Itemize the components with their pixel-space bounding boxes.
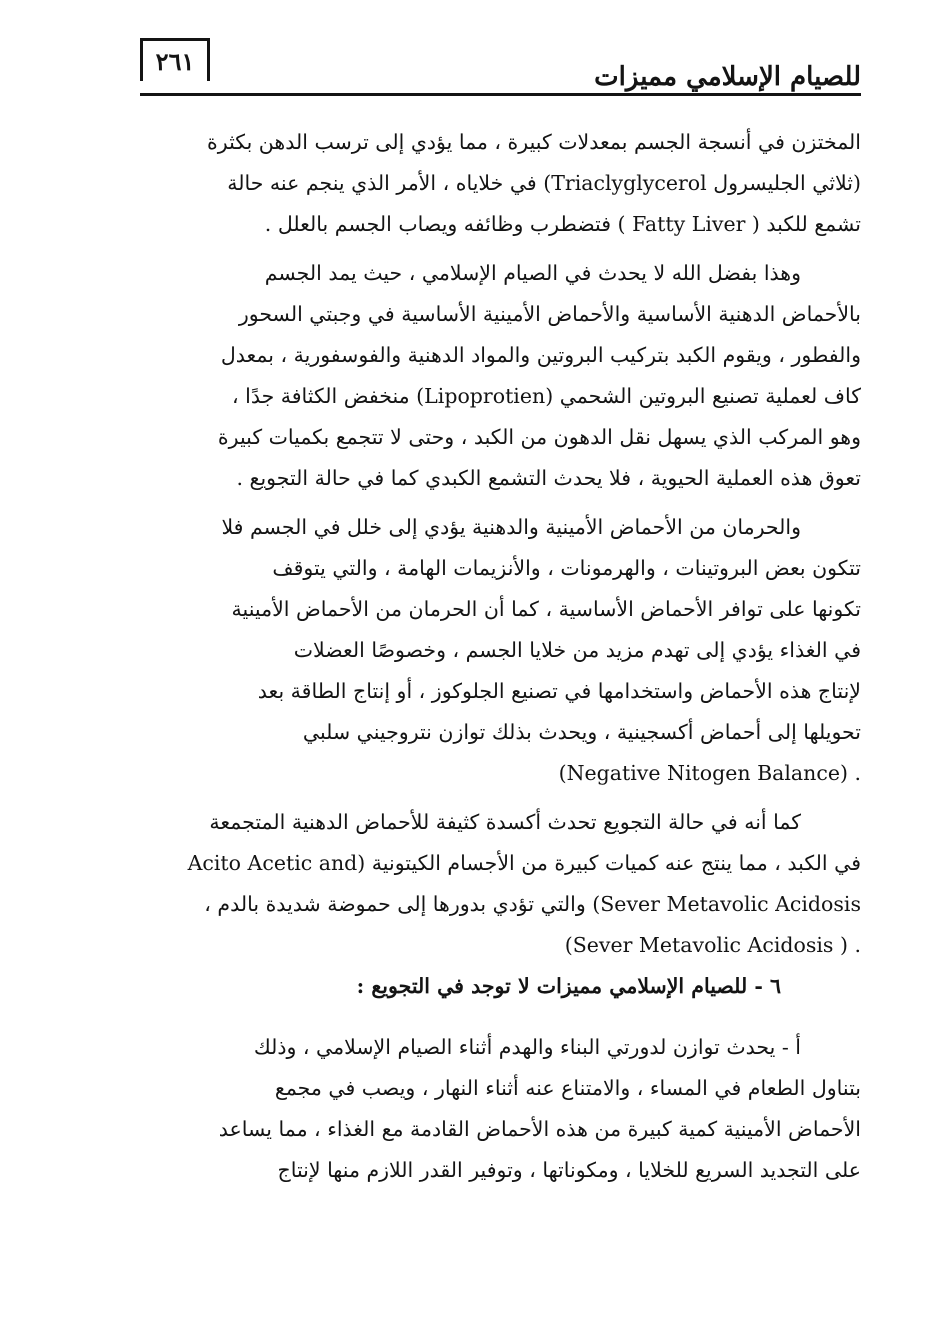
text-line: تشمع للكبد ( Fatty Liver ) فتضطرب وظائفه ويصاب الجسم بالعلل . bbox=[264, 212, 861, 236]
text-line: وهذا بفضل الله لا يحدث في الصيام الإسلامي ، حيث يمد الجسم bbox=[264, 261, 801, 285]
text-line: والفطور ، ويقوم الكبد بتركيب البروتين والمواد الدهنية والفوسفورية ، بمعدل bbox=[220, 343, 861, 367]
text-line: المختزن في أنسجة الجسم بمعدلات كبيرة ، مما يؤدي إلى ترسب الدهن بكثرة bbox=[207, 130, 861, 154]
paragraph-2 bbox=[128, 253, 861, 499]
text-line: كاف لعملية تصنيع البروتين الشحمي (Lipoprotien) منخفض الكثافة جدًا ، bbox=[231, 384, 861, 408]
text-line: تتكون بعض البروتينات ، والهرمونات ، والأنزيمات الهامة ، والتي يتوقف bbox=[272, 556, 861, 580]
text-line: لإنتاج هذه الأحماض واستخدامها في تصنيع الجلوكوز ، أو إنتاج الطاقة بعد bbox=[257, 679, 861, 703]
text-line: والحرمان من الأحماض الأمينية والدهنية يؤدي إلى خلل في الجسم فلا bbox=[221, 515, 801, 539]
header-divider bbox=[140, 93, 861, 96]
text-line: على التجديد السريع للخلايا ، ومكوناتها ، وتوفير القدر اللازم منها لإنتاج bbox=[277, 1158, 861, 1182]
text-line: أ - يحدث توازن لدورتي البناء والهدم أثناء الصيام الإسلامي ، وذلك bbox=[253, 1035, 801, 1059]
body-text bbox=[128, 122, 861, 1191]
section-heading: ٦ - للصيام الإسلامي مميزات لا توجد في التجويع : bbox=[356, 974, 781, 998]
text-line: تعوق هذه العملية الحيوية ، فلا يحدث التشمع الكبدي كما في حالة التجويع . bbox=[236, 466, 861, 490]
text-line: Sever Metavolic Acidosis) والتي تؤدي بدورها إلى حموضة شديدة بالدم ، bbox=[204, 892, 861, 916]
text-line: . ( Sever Metavolic Acidosis) bbox=[564, 933, 861, 957]
text-line: الأحماض الأمينية كمية كبيرة من هذه الأحماض القادمة مع الغذاء ، مما يساعد bbox=[218, 1117, 861, 1141]
text-line: في الكبد ، مما ينتج عنه كميات كبيرة من الأجسام الكيتونية (Acito Acetic and bbox=[187, 851, 861, 875]
text-line: تكونها على توافر الأحماض الأساسية ، كما أن الحرمان من الأحماض الأمينية bbox=[231, 597, 861, 621]
page-number: ٢٦١ bbox=[140, 38, 210, 81]
paragraph-1 bbox=[128, 122, 861, 245]
text-line: بالأحماض الدهنية الأساسية والأحماض الأمينية الأساسية في وجبتي السحور bbox=[238, 302, 861, 326]
text-line: بتناول الطعام في المساء ، والامتناع عنه أثناء النهار ، ويصب في مجمع bbox=[274, 1076, 861, 1100]
text-line: (ثلاثي الجليسرول Triaclyglycerol) في خلاياه ، الأمر الذي ينجم عنه حالة bbox=[227, 171, 861, 195]
text-line: في الغذاء يؤدي إلى تهدم مزيد من خلايا الجسم ، وخصوصًا العضلات bbox=[293, 638, 861, 662]
text-line: . (Negative Nitogen Balance) bbox=[558, 761, 861, 785]
paragraph-5 bbox=[128, 1027, 861, 1191]
text-line: تحويلها إلى أحماض أكسجينية ، ويحدث بذلك توازن نتروجيني سلبي bbox=[302, 720, 861, 744]
paragraph-3 bbox=[128, 507, 861, 794]
text-line: وهو المركب الذي يسهل نقل الدهون من الكبد ، وحتى لا تتجمع بكميات كبيرة bbox=[217, 425, 861, 449]
running-header-title: للصيام الإسلامي مميزات bbox=[594, 62, 861, 92]
text-line: كما أنه في حالة التجويع تحدث أكسدة كثيفة للأحماض الدهنية المتجمعة bbox=[209, 810, 801, 834]
paragraph-4 bbox=[128, 802, 861, 966]
